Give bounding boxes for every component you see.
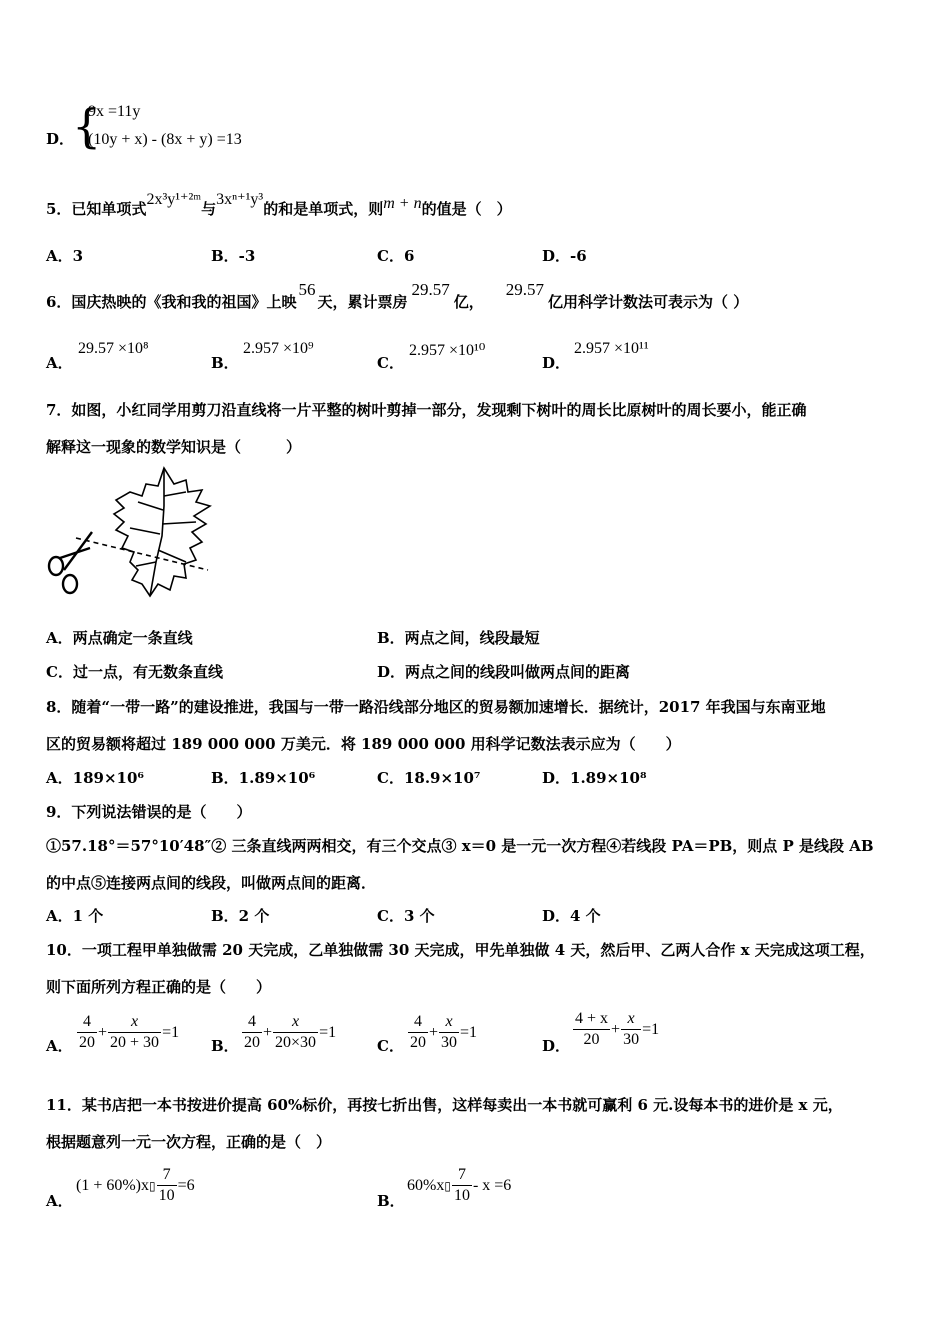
q9-option-b[interactable]: B．2 个 (211, 907, 270, 925)
option-d-label: D． (46, 130, 75, 148)
q6-option-d-label: D． (542, 354, 571, 372)
q10-option-d[interactable]: $\frac{4 + x}{20}$ + $\frac{x}{30}$ =1 (575, 1010, 660, 1048)
q9-option-c[interactable]: C．3 个 (377, 907, 435, 925)
q10-option-b[interactable]: $\frac{4}{20}$ + $\frac{x}{20\times 30}$ =1 (244, 1013, 337, 1051)
q11-option-a[interactable]: (1 + 60%)x▯ $\frac{7}{10}$ =6 (76, 1166, 195, 1204)
q8-option-d[interactable]: D．1.89×10⁸ (542, 769, 647, 787)
q10-line-1: 10．一项工程甲单独做需 20 天完成，乙单独做需 30 天完成，甲先单独做 4 天，然后甲、乙两人合作 x 天完成这项工程， (46, 941, 875, 959)
q7-option-c[interactable]: C．过一点，有无数条直线 (46, 663, 223, 681)
q6-option-b[interactable]: 2.957 ×10⁹ (243, 340, 314, 357)
q7-option-d[interactable]: D．两点之间的线段叫做两点间的距离 (377, 663, 631, 681)
q8-line-1: 8．随着“一带一路”的建设推进，我国与一带一路沿线部分地区的贸易额加速增长．据统计，2017 年我国与东南亚地 (46, 698, 826, 716)
q5-option-d[interactable]: D．-6 (542, 247, 587, 265)
q9-line-3: 的中点⑤连接两点间的线段，叫做两点间的距离． (46, 874, 377, 892)
q9-option-a[interactable]: A．1 个 (46, 907, 104, 925)
q10-option-a[interactable]: $\frac{4}{20}$ + $\frac{x}{20 + 30}$ =1 (79, 1013, 180, 1051)
scissors-icon (49, 532, 92, 593)
q6-option-d[interactable]: 2.957 ×10¹¹ (574, 340, 649, 357)
leaf-icon (114, 468, 210, 596)
q6-option-a[interactable]: 29.57 ×10⁸ (78, 340, 149, 357)
q11-line-1: 11．某书店把一本书按进价提高 60%标价，再按七折出售，这样每卖出一本书就可赢利 6 元.设每本书的进价是 x 元， (46, 1096, 843, 1114)
q6-option-a-label: A． (46, 354, 73, 372)
equation-line-1: 9x =11y (88, 103, 141, 120)
q5-option-b[interactable]: B．-3 (211, 247, 256, 265)
leaf-scissors-figure (46, 466, 216, 606)
q6-stem: 6．国庆热映的《我和我的祖国》上映56天，累计票房29.57亿，29.57亿用科学计数法可表示为（ ） (46, 280, 749, 311)
q9-line-2: ①57.18°＝57°10′48″② 三条直线两两相交，有三个交点③ x＝0 是一元一次方程④若线段 PA＝PB，则点 P 是线段 AB (46, 837, 874, 855)
equation-line-2: (10y + x) - (8x + y) =13 (88, 131, 242, 148)
q7-option-a[interactable]: A．两点确定一条直线 (46, 629, 193, 647)
q6-option-b-label: B． (211, 354, 239, 372)
q11-option-b[interactable]: 60%x▯ $\frac{7}{10}$ - x =6 (407, 1166, 512, 1204)
q5-stem: 5．已知单项式2x³y¹⁺²ᵐ与3xⁿ⁺¹y³的和是单项式，则m + n的值是（ ） (46, 191, 512, 218)
q7-option-b[interactable]: B．两点之间，线段最短 (377, 629, 540, 647)
q9-option-d[interactable]: D．4 个 (542, 907, 601, 925)
q8-option-b[interactable]: B．1.89×10⁶ (211, 769, 316, 787)
brace-icon: { (72, 99, 102, 153)
q7-line-1: 7．如图，小红同学用剪刀沿直线将一片平整的树叶剪掉一部分，发现剩下树叶的周长比原树叶的周长要小，能正确 (46, 401, 807, 419)
q11-option-b-label: B． (377, 1192, 405, 1210)
q10-line-2: 则下面所列方程正确的是（ ） (46, 978, 272, 996)
q6-option-c-label: C． (377, 354, 404, 372)
q8-line-2: 区的贸易额将超过 189 000 000 万美元．将 189 000 000 用科学记数法表示应为（ ） (46, 735, 681, 753)
q5-option-a[interactable]: A．3 (46, 247, 84, 265)
q7-line-2: 解释这一现象的数学知识是（ ） (46, 438, 302, 456)
q5-option-c[interactable]: C．6 (377, 247, 415, 265)
q8-option-a[interactable]: A．189×10⁶ (46, 769, 144, 787)
q10-option-b-label: B． (211, 1037, 239, 1055)
q10-option-d-label: D． (542, 1037, 571, 1055)
q10-option-c-label: C． (377, 1037, 404, 1055)
q11-option-a-label: A． (46, 1192, 73, 1210)
q6-option-c[interactable]: 2.957 ×10¹⁰ (409, 342, 486, 359)
q8-option-c[interactable]: C．18.9×10⁷ (377, 769, 481, 787)
q10-option-a-label: A． (46, 1037, 73, 1055)
q10-option-c[interactable]: $\frac{4}{20}$ + $\frac{x}{30}$ =1 (410, 1013, 478, 1051)
q11-line-2: 根据题意列一元一次方程，正确的是（ ） (46, 1133, 332, 1151)
q9-line-1: 9．下列说法错误的是（ ） (46, 803, 252, 821)
